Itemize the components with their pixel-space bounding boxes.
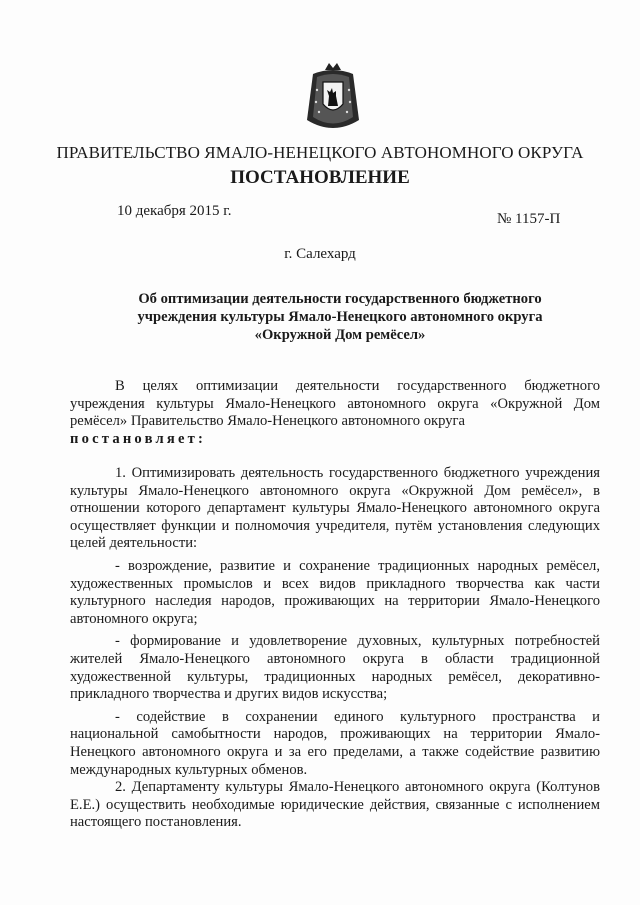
preamble: [70, 378, 600, 448]
document-date: 10 декабря 2015 г.: [117, 203, 232, 219]
decree-items: [70, 465, 600, 832]
document-city: г. Салехард: [284, 246, 356, 262]
document-type: ПОСТАНОВЛЕНИЕ: [230, 167, 410, 188]
document-subject: Об оптимизации деятельности государственного бюджетного учреждения культуры Ямало-Ненецкого автономного округа «Окружной Дом ремёсел»: [137, 291, 543, 343]
coat-of-arms-emblem: [303, 60, 363, 134]
item-paragraph: - возрождение, развитие и сохранение традиционных народных ремёсел, художественных промыслов и всех видов прикладного творчества как части культурного наследия народов, проживающих на территории Ямало-Ненецкого автономного округа;: [70, 557, 600, 627]
item-paragraph: - формирование и удовлетворение духовных, культурных потребностей жителей Ямало-Ненецкого автономного округа в области традиционной художественной культуры, традиционных народных ремёсел, декоративно-прикладного творчества и других видов искусства;: [70, 633, 600, 703]
item-paragraph: - содействие в сохранении единого культурного пространства и национальной самобытности народов, проживающих на территории Ямало-Ненецкого автономного округа и за его пределами, а также содействие развитию международных культурных обменов.: [70, 708, 600, 778]
decree-word: постановляет:: [70, 430, 207, 447]
document-number: № 1157-П: [497, 211, 561, 227]
preamble-paragraph: [70, 378, 600, 448]
item-paragraph: 1. Оптимизировать деятельность государственного бюджетного учреждения культуры Ямало-Ненецкого автономного округа «Окружной Дом ремёсел», в отношении которого департамент культуры Ямало-Ненецкого автономного округа осуществляет функции и полномочия учредителя, путём установления следующих целей деятельности:: [70, 465, 600, 552]
item-paragraph: 2. Департаменту культуры Ямало-Ненецкого автономного округа (Колтунов Е.Е.) осуществить необходимые юридические действия, связанные с исполнением настоящего постановления.: [70, 779, 600, 831]
government-title: ПРАВИТЕЛЬСТВО ЯМАЛО-НЕНЕЦКОГО АВТОНОМНОГО ОКРУГА: [56, 143, 584, 162]
preamble-text: В целях оптимизации деятельности государственного бюджетного учреждения культуры Ямало-Ненецкого автономного округа «Окружной Дом ремёсел» Правительство Ямало-Ненецкого автономного округа: [70, 378, 600, 430]
